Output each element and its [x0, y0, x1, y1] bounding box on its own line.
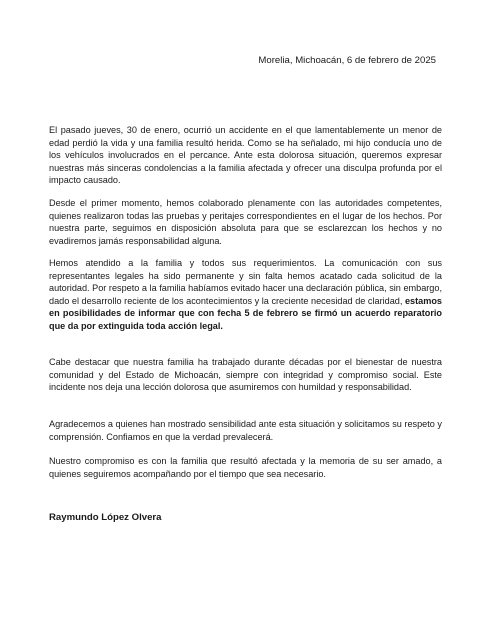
paragraph-5: Agradecemos a quienes han mostrado sensibilidad ante esta situación y solicitamos su respeto y comprensión. Confiamos en que la verdad prevalecerá.: [49, 419, 442, 442]
letter-date: Morelia, Michoacán, 6 de febrero de 2025: [258, 55, 436, 66]
signature-name: Raymundo López Olvera: [49, 512, 162, 523]
paragraph-2: Desde el primer momento, hemos colaborado plenamente con las autoridades competentes, quienes realizaron todas las pruebas y peritajes correspondientes en el lugar de los hechos. Por nuestra parte, seguimos en disposición absoluta para que se esclarezcan los hechos y no evadiremos jamás responsabilidad alguna.: [49, 198, 442, 246]
paragraph-3-text: Hemos atendido a la familia y todos sus requerimientos. La comunicación con sus representantes legales ha sido permanente y sin falta hemos acatado cada solicitud de la autoridad. Por respeto a la familia habíamos evitado hacer una declaración pública, sin embargo, dado el desarrollo reciente de los acontecimientos y la creciente necesidad de claridad,: [49, 258, 442, 306]
paragraph-1: El pasado jueves, 30 de enero, ocurrió un accidente en el que lamentablemente un menor de edad perdió la vida y una familia resultó herida. Como se ha señalado, mi hijo conducía uno de los vehículos involucrados en el percance. Ante esta dolorosa situación, queremos expresar nuestras más sinceras condolencias a la familia afectada y ofrecer una disculpa profunda por el impacto causado.: [49, 125, 442, 186]
paragraph-3-bold-statement: estamos en posibilidades de informar que con fecha 5 de febrero se firmó un acuerdo reparatorio que da por extinguida toda acción legal.: [49, 295, 442, 331]
paragraph-4: Cabe destacar que nuestra familia ha trabajado durante décadas por el bienestar de nuestra comunidad y del Estado de Michoacán, siempre con integridad y compromiso social. Este incidente nos deja una lección dolorosa que asumiremos con humildad y responsabilidad.: [49, 357, 442, 393]
paragraph-6: Nuestro compromiso es con la familia que resultó afectada y la memoria de su ser amado, a quienes seguiremos acompañando por el tiempo que sea necesario.: [49, 456, 442, 479]
paragraph-3: [49, 257, 442, 333]
